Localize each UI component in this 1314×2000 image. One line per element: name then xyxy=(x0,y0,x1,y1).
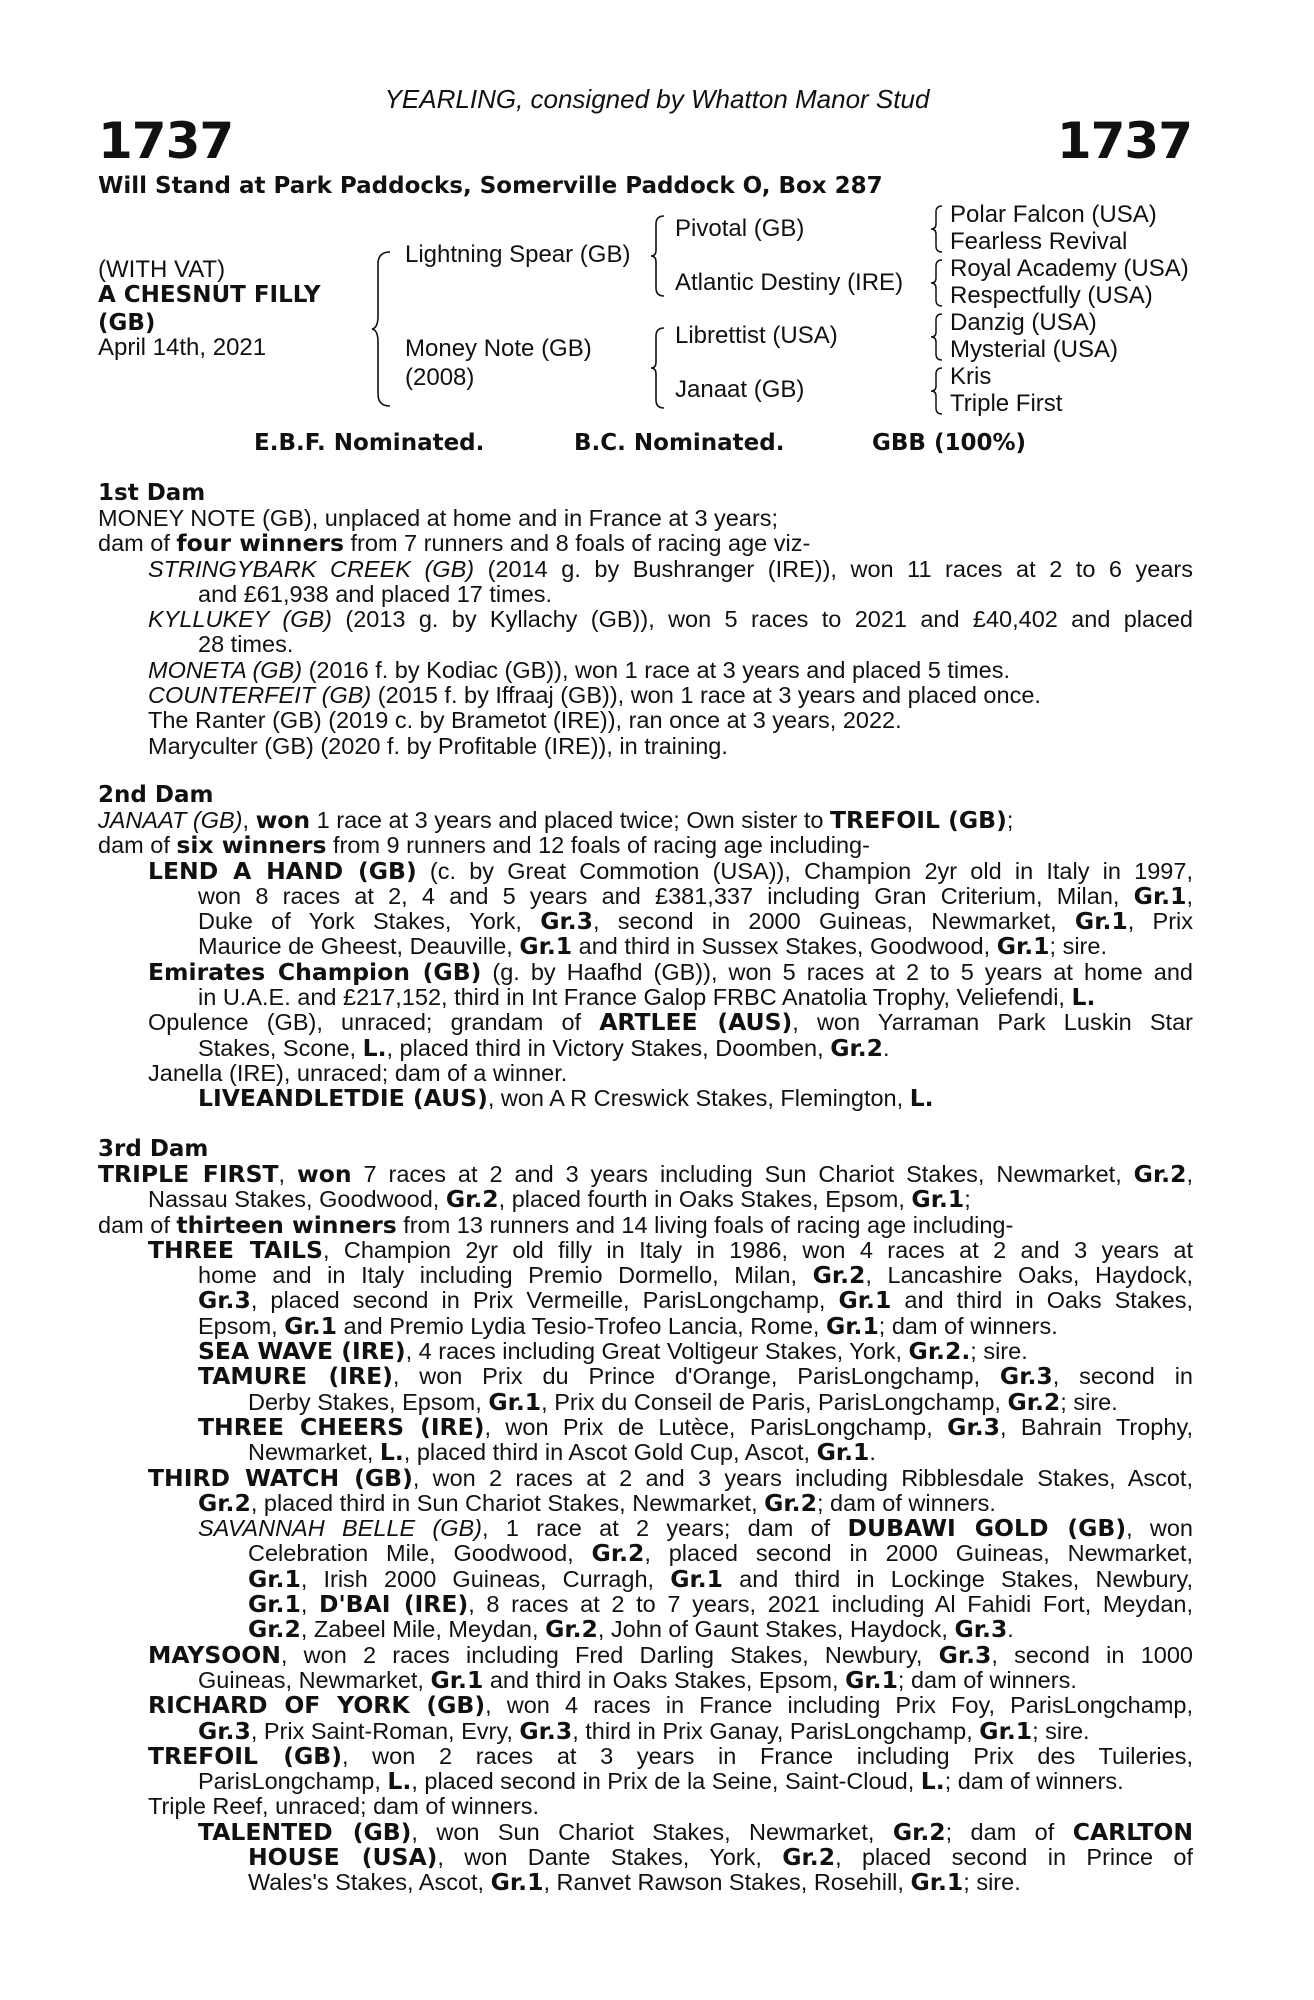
produce-line xyxy=(98,1794,1193,1819)
text: , 8 races at 2 to 7 years, 2021 including Al Fahidi Fort, Meydan, xyxy=(468,1591,1193,1618)
produce-line xyxy=(98,1592,1193,1617)
grade: Gr.1 xyxy=(996,932,1050,961)
lot-number-left: 1737 xyxy=(98,112,234,170)
text: (g. by Haafhd (GB)), won 5 races at 2 to 5 years at home and xyxy=(481,958,1193,985)
grade: Gr.1 xyxy=(910,1868,964,1897)
produce-line xyxy=(98,881,1193,910)
pedigree-brace-main xyxy=(370,250,392,408)
grade: L. xyxy=(387,1767,412,1796)
text: Epsom, xyxy=(198,1312,285,1339)
pedigree-brace-gp1 xyxy=(930,204,944,254)
text: 7 races at 2 and 3 years including Sun Chariot Stakes, Newmarket, xyxy=(351,1161,1134,1187)
produce-line xyxy=(98,909,1193,934)
text: and third in Lockinge Stakes, Newbury, xyxy=(723,1565,1193,1592)
text: , won A R Creswick Stakes, Flemington, xyxy=(487,1085,910,1112)
text: dam of xyxy=(98,832,177,859)
text: won 8 races at 2, 4 and 5 years and £381,337 including Gran Criterium, Milan, xyxy=(198,882,1134,909)
produce-line xyxy=(98,1061,1193,1086)
grade: Gr.2. xyxy=(908,1337,971,1366)
text: , won xyxy=(1126,1515,1193,1542)
horse-name: LIVEANDLETDIE (AUS) xyxy=(198,1084,488,1113)
produce-line xyxy=(98,1364,1193,1389)
grade: Gr.2 xyxy=(445,1185,499,1214)
first-dam-text xyxy=(98,506,1193,759)
grade: Gr.2 xyxy=(812,1261,866,1290)
text: and £61,938 and placed 17 times. xyxy=(198,580,553,607)
produce-line xyxy=(98,1010,1193,1035)
stabling-location: Will Stand at Park Paddocks, Somerville Paddock O, Box 287 xyxy=(98,173,883,199)
grade: Gr.3 xyxy=(954,1615,1008,1644)
produce-line xyxy=(98,658,1193,683)
horse-name: MAYSOON xyxy=(148,1640,281,1669)
pedigree-brace-sire xyxy=(650,214,666,298)
text: , Zabeel Mile, Meydan, xyxy=(300,1616,546,1643)
horse-name: ARTLEE (AUS) xyxy=(599,1008,793,1037)
grade: Gr.2 xyxy=(830,1033,883,1062)
text: ; dam of winners. xyxy=(897,1666,1077,1693)
grade: Gr.1 xyxy=(248,1564,301,1593)
text: Maryculter (GB) (2020 f. by Profitable (IRE)), in training. xyxy=(148,732,728,759)
grade: Gr.1 xyxy=(845,1665,898,1694)
ancestor-g6: Mysterial (USA) xyxy=(950,336,1119,363)
text: , xyxy=(1186,1161,1193,1187)
grade: Gr.1 xyxy=(284,1311,338,1340)
third-dam-heading: 3rd Dam xyxy=(98,1136,209,1162)
text: The Ranter (GB) (2019 c. by Brametot (IRE)), ran once at 3 years, 2022. xyxy=(148,707,902,734)
grade: Gr.1 xyxy=(911,1185,965,1214)
text: won xyxy=(255,806,311,834)
second-dam-text xyxy=(98,808,1193,1112)
text: dam of xyxy=(98,530,177,557)
produce-line xyxy=(98,1541,1193,1566)
produce-line xyxy=(98,1716,1193,1745)
text: and third in Sussex Stakes, Goodwood, xyxy=(572,933,997,960)
text: ; dam of winners. xyxy=(816,1489,996,1516)
grade: L. xyxy=(920,1767,945,1796)
text: home and in Italy including Premio Dormello, Milan, xyxy=(198,1262,813,1289)
grade: Gr.1 xyxy=(979,1716,1033,1745)
text: , Lancashire Oaks, Haydock, xyxy=(865,1262,1193,1289)
produce-line xyxy=(98,1339,1193,1364)
third-dam-line xyxy=(98,1162,1193,1187)
text: , Bahrain Trophy, xyxy=(999,1413,1193,1440)
text: Maurice de Gheest, Deauville, xyxy=(198,933,520,960)
grade: Gr.3 xyxy=(198,1716,251,1745)
text: ; sire. xyxy=(1060,1388,1118,1415)
produce-line xyxy=(98,1412,1193,1441)
grade: Gr.2 xyxy=(1133,1160,1187,1188)
text: , won 2 races including Fred Darling Stakes, Newbury, xyxy=(280,1641,939,1668)
produce-line xyxy=(98,1564,1193,1593)
text: Stakes, Scone, xyxy=(198,1034,363,1061)
pedigree-brace-gp4 xyxy=(930,366,944,416)
text: , won Yarraman Park Luskin Star xyxy=(792,1009,1193,1036)
text: ; sire. xyxy=(1032,1717,1090,1744)
text: won xyxy=(297,1160,352,1188)
text: . xyxy=(869,1439,876,1466)
horse-name: TREFOIL (GB) xyxy=(830,806,1007,834)
text: . xyxy=(883,1034,890,1061)
grade: Gr.2 xyxy=(782,1843,836,1872)
grade: L. xyxy=(362,1033,387,1062)
text: Celebration Mile, Goodwood, xyxy=(248,1540,592,1567)
text: . xyxy=(1007,1616,1014,1643)
text: ; xyxy=(1006,807,1014,833)
third-dam-line xyxy=(98,1187,1193,1212)
text: , Prix Saint-Roman, Evry, xyxy=(250,1717,520,1744)
produce-line xyxy=(98,1693,1193,1718)
horse-name: HOUSE (USA) xyxy=(248,1843,438,1872)
text: Opulence (GB), unraced; grandam of xyxy=(148,1009,600,1036)
produce-line xyxy=(98,1665,1193,1694)
ancestor-g2: Fearless Revival xyxy=(950,228,1128,255)
lot-description: A CHESNUT FILLY xyxy=(98,282,321,308)
horse-name: COUNTERFEIT (GB) xyxy=(148,682,372,709)
horse-name: STRINGYBARK CREEK (GB) xyxy=(148,555,475,582)
grade: Gr.3 xyxy=(999,1362,1053,1391)
grade: Gr.3 xyxy=(938,1640,992,1669)
produce-line xyxy=(98,1387,1193,1416)
text: 28 times. xyxy=(198,631,294,658)
grade: Gr.1 xyxy=(825,1311,879,1340)
horse-name: SEA WAVE (IRE) xyxy=(198,1337,406,1366)
text: , placed second in Prix Vermeille, ParisLongchamp, xyxy=(250,1287,839,1314)
grade: Gr.3 xyxy=(198,1286,251,1315)
text: , Prix du Conseil de Paris, ParisLongchamp, xyxy=(541,1388,1008,1415)
text: and third in Oaks Stakes, xyxy=(891,1287,1193,1314)
text: in U.A.E. and £217,152, third in Int France Galop FRBC Anatolia Trophy, Veliefendi, xyxy=(198,984,1072,1011)
grade: Gr.1 xyxy=(488,1387,542,1416)
third-dam-text xyxy=(98,1162,1193,1896)
grade: Gr.1 xyxy=(430,1665,484,1694)
text: Triple Reef, unraced; dam of winners. xyxy=(148,1793,539,1820)
produce-line xyxy=(98,1033,1193,1062)
produce-line xyxy=(98,1488,1193,1517)
text: ; dam of xyxy=(945,1818,1073,1845)
text: , placed third in Ascot Gold Cup, Ascot, xyxy=(403,1439,817,1466)
text: , Irish 2000 Guineas, Curragh, xyxy=(300,1565,671,1592)
ancestor-g1: Polar Falcon (USA) xyxy=(950,201,1157,228)
produce-line xyxy=(98,632,1193,657)
grade: Gr.2 xyxy=(248,1615,301,1644)
text: , Prix xyxy=(1127,908,1194,935)
dam-year: (2008) xyxy=(405,364,475,391)
text: , won Sun Chariot Stakes, Newmarket, xyxy=(411,1818,893,1845)
text: , Ranvet Rawson Stakes, Rosehill, xyxy=(543,1869,911,1896)
ancestor-g5: Danzig (USA) xyxy=(950,309,1097,336)
horse-name: SAVANNAH BELLE (GB) xyxy=(198,1515,483,1542)
text: dam of xyxy=(98,1211,177,1238)
horse-name: Emirates Champion (GB) xyxy=(148,957,482,986)
text: , second in 1000 xyxy=(991,1641,1193,1668)
produce-line xyxy=(98,582,1193,607)
text: ; xyxy=(964,1186,971,1213)
text: Janella (IRE), unraced; dam of a winner. xyxy=(148,1059,568,1086)
text: , won Prix de Lutèce, ParisLongchamp, xyxy=(484,1413,948,1440)
pedigree-brace-dam xyxy=(650,326,666,410)
winners-count: six winners xyxy=(176,831,327,860)
grade: Gr.2 xyxy=(545,1615,598,1644)
produce-line xyxy=(98,683,1193,708)
horse-name: CARLTON xyxy=(1072,1817,1193,1846)
produce-line xyxy=(98,1440,1193,1465)
text: , placed third in Victory Stakes, Doomben, xyxy=(386,1034,831,1061)
grade: Gr.2 xyxy=(764,1488,817,1517)
text: , 1 race at 2 years; dam of xyxy=(482,1515,848,1542)
text: ; sire. xyxy=(970,1338,1028,1365)
text: , placed fourth in Oaks Stakes, Epsom, xyxy=(498,1186,912,1213)
produce-line xyxy=(98,1640,1193,1669)
grade: Gr.1 xyxy=(838,1286,892,1315)
dam-sire-name: Librettist (USA) xyxy=(675,322,838,349)
text: Wales's Stakes, Ascot, xyxy=(248,1869,491,1896)
text: , won 2 races at 2 and 3 years including Ribblesdale Stakes, Ascot, xyxy=(412,1464,1193,1491)
pedigree-brace-gp3 xyxy=(930,312,944,362)
text: 1 race at 3 years and placed twice; Own sister to xyxy=(310,807,831,833)
horse-name: THREE CHEERS (IRE) xyxy=(198,1412,485,1441)
grade: Gr.3 xyxy=(947,1412,1000,1441)
produce-line xyxy=(98,1086,1193,1111)
dam-dam-name: Janaat (GB) xyxy=(675,376,805,403)
produce-line xyxy=(98,1288,1193,1313)
grade: Gr.3 xyxy=(519,1716,573,1745)
horse-name: MONETA (GB) xyxy=(148,656,303,683)
grade: Gr.1 xyxy=(1133,881,1187,910)
produce-line xyxy=(98,1263,1193,1288)
text: ; sire. xyxy=(963,1869,1021,1896)
text: , 4 races including Great Voltigeur Stakes, York, xyxy=(405,1338,909,1365)
grade: Gr.1 xyxy=(490,1868,544,1897)
text: , won 2 races at 3 years in France including Prix des Tuileries, xyxy=(341,1742,1193,1769)
text: ; sire. xyxy=(1049,933,1107,960)
vat-note: (WITH VAT) xyxy=(98,256,226,283)
grade: Gr.1 xyxy=(519,932,573,961)
produce-line xyxy=(98,1235,1193,1264)
ancestor-g3: Royal Academy (USA) xyxy=(950,255,1189,282)
sire-sire-name: Pivotal (GB) xyxy=(675,215,805,242)
text: , placed second in 2000 Guineas, Newmarket, xyxy=(644,1540,1193,1567)
text: , John of Gaunt Stakes, Haydock, xyxy=(597,1616,955,1643)
sire-dam-name: Atlantic Destiny (IRE) xyxy=(675,269,904,296)
horse-name: D'BAI (IRE) xyxy=(318,1590,469,1619)
produce-line xyxy=(98,934,1193,959)
produce-line xyxy=(98,1516,1193,1541)
grade: Gr.2 xyxy=(1007,1387,1061,1416)
ebf-nomination: E.B.F. Nominated. xyxy=(254,430,485,456)
horse-name: KYLLUKEY (GB) xyxy=(148,606,333,633)
produce-line xyxy=(98,1845,1193,1870)
text: from 7 runners and 8 foals of racing age viz- xyxy=(344,530,811,557)
text: , won Prix du Prince d'Orange, ParisLongchamp, xyxy=(392,1363,1000,1390)
text: , placed third in Sun Chariot Stakes, Newmarket, xyxy=(250,1489,765,1516)
text: (2016 f. by Kodiac (GB)), won 1 race at 3 years and placed 5 times. xyxy=(302,656,1011,683)
grade: Gr.1 xyxy=(248,1590,301,1619)
horse-name: TRIPLE FIRST xyxy=(98,1160,279,1188)
horse-name: TREFOIL (GB) xyxy=(148,1741,342,1770)
text: ; dam of winners. xyxy=(944,1768,1124,1795)
text: , xyxy=(300,1591,319,1618)
text: Derby Stakes, Epsom, xyxy=(248,1388,489,1415)
text: , Champion 2yr old filly in Italy in 1986, won 4 races at 2 and 3 years at xyxy=(322,1236,1193,1263)
horse-name: DUBAWI GOLD (GB) xyxy=(847,1514,1127,1543)
text: (c. by Great Commotion (USA)), Champion 2yr old in Italy in 1997, xyxy=(416,857,1193,884)
text: , third in Prix Ganay, ParisLongchamp, xyxy=(572,1717,980,1744)
produce-line xyxy=(98,1463,1193,1492)
dam-name: Money Note (GB) xyxy=(405,335,592,362)
grade: L. xyxy=(909,1084,934,1113)
ancestor-g7: Kris xyxy=(950,363,992,390)
text: and third in Oaks Stakes, Epsom, xyxy=(483,1666,846,1693)
gbb-rating: GBB (100%) xyxy=(872,430,1027,456)
second-dam-line xyxy=(98,808,1193,833)
text: (2014 g. by Bushranger (IRE)), won 11 races at 2 to 6 years xyxy=(474,555,1193,582)
horse-name: JANAAT (GB) xyxy=(98,807,243,833)
text: , won 4 races in France including Prix Foy, ParisLongchamp, xyxy=(485,1692,1193,1719)
grade: Gr.1 xyxy=(670,1564,723,1593)
produce-line xyxy=(98,1617,1193,1642)
second-dam-heading: 2nd Dam xyxy=(98,782,214,808)
winners-count: four winners xyxy=(176,529,344,558)
produce-line xyxy=(98,557,1193,582)
grade: Gr.3 xyxy=(540,907,593,936)
produce-line xyxy=(98,856,1193,885)
grade: Gr.2 xyxy=(892,1817,946,1846)
text: ; dam of winners. xyxy=(878,1312,1058,1339)
text: , xyxy=(242,807,256,833)
text: Newmarket, xyxy=(248,1439,380,1466)
produce-line xyxy=(98,957,1193,986)
produce-line xyxy=(98,1769,1193,1794)
page-subtitle: YEARLING, consigned by Whatton Manor Stud xyxy=(384,84,930,114)
produce-line xyxy=(98,1817,1193,1846)
first-dam-heading: 1st Dam xyxy=(98,480,206,506)
grade: Gr.1 xyxy=(1074,907,1128,936)
horse-name: TALENTED (GB) xyxy=(198,1817,412,1846)
produce-line xyxy=(98,607,1193,632)
produce-line xyxy=(98,1870,1193,1895)
grade: Gr.2 xyxy=(591,1539,645,1568)
horse-name: THREE TAILS xyxy=(148,1235,323,1264)
grade: L. xyxy=(379,1438,404,1467)
text: , won Dante Stakes, York, xyxy=(437,1844,783,1871)
third-dam-line xyxy=(98,1210,1193,1239)
ancestor-g4: Respectfully (USA) xyxy=(950,282,1153,309)
text: , xyxy=(1186,882,1193,909)
text: (2013 g. by Kyllachy (GB)), won 5 races to 2021 and £40,402 and placed xyxy=(332,606,1193,633)
text: MONEY NOTE (GB), unplaced at home and in France at 3 years; xyxy=(98,505,779,531)
lot-description-origin: (GB) xyxy=(98,310,156,336)
produce-line xyxy=(98,708,1193,733)
bc-nomination: B.C. Nominated. xyxy=(574,430,785,456)
horse-name: LEND A HAND (GB) xyxy=(148,856,417,885)
produce-line xyxy=(98,1741,1193,1770)
text: Duke of York Stakes, York, xyxy=(198,908,541,935)
text: , second in xyxy=(1052,1363,1193,1390)
grade: Gr.1 xyxy=(816,1438,870,1467)
winners-count: thirteen winners xyxy=(176,1210,397,1239)
text: , placed second in Prince of xyxy=(835,1844,1193,1871)
text: and Premio Lydia Tesio-Trofeo Lancia, Rome, xyxy=(337,1312,826,1339)
first-dam-line xyxy=(98,531,1193,556)
pedigree-brace-gp2 xyxy=(930,258,944,308)
produce-line xyxy=(98,1311,1193,1340)
text: , placed second in Prix de la Seine, Saint-Cloud, xyxy=(411,1768,921,1795)
text: ParisLongchamp, xyxy=(198,1768,388,1795)
produce-line xyxy=(98,985,1193,1010)
second-dam-line xyxy=(98,833,1193,858)
text: from 9 runners and 12 foals of racing age including- xyxy=(326,832,870,859)
text: Nassau Stakes, Goodwood, xyxy=(148,1186,446,1213)
foaling-date: April 14th, 2021 xyxy=(98,334,267,361)
grade: Gr.2 xyxy=(198,1488,251,1517)
lot-number-right: 1737 xyxy=(1056,112,1192,170)
text: from 13 runners and 14 living foals of racing age including- xyxy=(396,1211,1014,1238)
text: (2015 f. by Iffraaj (GB)), won 1 race at 3 years and placed once. xyxy=(371,682,1041,709)
grade: L. xyxy=(1071,983,1096,1012)
horse-name: RICHARD OF YORK (GB) xyxy=(148,1691,486,1720)
first-dam-line xyxy=(98,506,1193,531)
text: , second in 2000 Guineas, Newmarket, xyxy=(593,908,1075,935)
horse-name: THIRD WATCH (GB) xyxy=(148,1463,413,1492)
horse-name: TAMURE (IRE) xyxy=(198,1362,393,1391)
text: Guineas, Newmarket, xyxy=(198,1666,431,1693)
produce-line xyxy=(98,734,1193,759)
sire-name: Lightning Spear (GB) xyxy=(405,241,631,268)
text: , xyxy=(278,1161,298,1187)
ancestor-g8: Triple First xyxy=(950,390,1063,417)
